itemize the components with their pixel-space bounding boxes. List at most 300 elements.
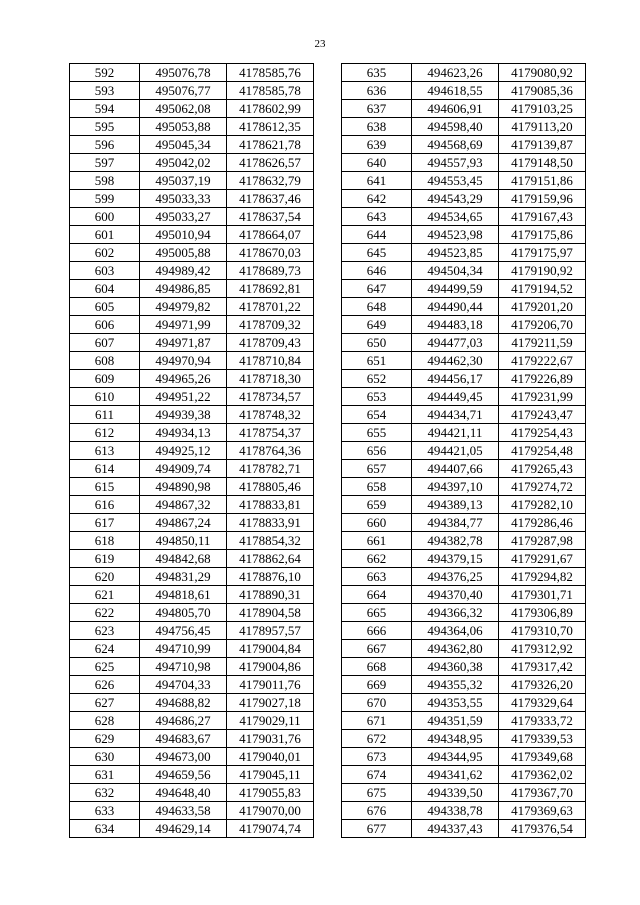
- table-row: [342, 352, 586, 370]
- y-coordinate-cell: 4179175,97: [499, 244, 586, 262]
- x-coordinate-cell: 494337,43: [412, 820, 499, 838]
- point-number-cell: 664: [342, 586, 412, 604]
- x-coordinate-cell: 494490,44: [412, 298, 499, 316]
- y-coordinate-cell: 4179027,18: [227, 694, 314, 712]
- y-coordinate-cell: 4178701,22: [227, 298, 314, 316]
- point-number-cell: 629: [70, 730, 140, 748]
- y-coordinate-cell: 4178862,64: [227, 550, 314, 568]
- x-coordinate-cell: 495053,88: [140, 118, 227, 136]
- y-coordinate-cell: 4178833,81: [227, 496, 314, 514]
- x-coordinate-cell: 494618,55: [412, 82, 499, 100]
- point-number-cell: 612: [70, 424, 140, 442]
- table-row: [342, 406, 586, 424]
- table-row: [70, 100, 314, 118]
- y-coordinate-cell: 4178709,32: [227, 316, 314, 334]
- x-coordinate-cell: 494477,03: [412, 334, 499, 352]
- y-coordinate-cell: 4178585,76: [227, 64, 314, 82]
- point-number-cell: 652: [342, 370, 412, 388]
- y-coordinate-cell: 4178692,81: [227, 280, 314, 298]
- table-row: [70, 460, 314, 478]
- x-coordinate-cell: 494818,61: [140, 586, 227, 604]
- x-coordinate-cell: 494909,74: [140, 460, 227, 478]
- x-coordinate-cell: 495010,94: [140, 226, 227, 244]
- y-coordinate-cell: 4179113,20: [499, 118, 586, 136]
- y-coordinate-cell: 4178626,57: [227, 154, 314, 172]
- y-coordinate-cell: 4178957,57: [227, 622, 314, 640]
- table-row: [70, 622, 314, 640]
- point-number-cell: 618: [70, 532, 140, 550]
- y-coordinate-cell: 4179274,72: [499, 478, 586, 496]
- y-coordinate-cell: 4178748,32: [227, 406, 314, 424]
- table-row: [342, 370, 586, 388]
- x-coordinate-cell: 494568,69: [412, 136, 499, 154]
- x-coordinate-cell: 494434,71: [412, 406, 499, 424]
- table-row: [342, 586, 586, 604]
- y-coordinate-cell: 4178612,35: [227, 118, 314, 136]
- x-coordinate-cell: 494842,68: [140, 550, 227, 568]
- table-row: [70, 118, 314, 136]
- y-coordinate-cell: 4179074,74: [227, 820, 314, 838]
- y-coordinate-cell: 4179349,68: [499, 748, 586, 766]
- y-coordinate-cell: 4179031,76: [227, 730, 314, 748]
- point-number-cell: 599: [70, 190, 140, 208]
- x-coordinate-cell: 494606,91: [412, 100, 499, 118]
- table-row: [70, 388, 314, 406]
- y-coordinate-cell: 4178833,91: [227, 514, 314, 532]
- table-row: [70, 730, 314, 748]
- table-row: [70, 568, 314, 586]
- point-number-cell: 659: [342, 496, 412, 514]
- table-row: [70, 82, 314, 100]
- x-coordinate-cell: 494421,11: [412, 424, 499, 442]
- y-coordinate-cell: 4178602,99: [227, 100, 314, 118]
- table-row: [342, 154, 586, 172]
- point-number-cell: 661: [342, 532, 412, 550]
- table-row: [70, 64, 314, 82]
- y-coordinate-cell: 4179291,67: [499, 550, 586, 568]
- y-coordinate-cell: 4179011,76: [227, 676, 314, 694]
- table-row: [70, 784, 314, 802]
- x-coordinate-cell: 494633,58: [140, 802, 227, 820]
- table-row: [70, 424, 314, 442]
- table-row: [342, 316, 586, 334]
- point-number-cell: 658: [342, 478, 412, 496]
- point-number-cell: 636: [342, 82, 412, 100]
- table-row: [342, 442, 586, 460]
- table-row: [342, 172, 586, 190]
- point-number-cell: 637: [342, 100, 412, 118]
- point-number-cell: 620: [70, 568, 140, 586]
- table-row: [70, 280, 314, 298]
- y-coordinate-cell: 4179045,11: [227, 766, 314, 784]
- table-row: [70, 550, 314, 568]
- y-coordinate-cell: 4179310,70: [499, 622, 586, 640]
- y-coordinate-cell: 4179159,96: [499, 190, 586, 208]
- y-coordinate-cell: 4179080,92: [499, 64, 586, 82]
- point-number-cell: 593: [70, 82, 140, 100]
- y-coordinate-cell: 4179265,43: [499, 460, 586, 478]
- table-row: [342, 568, 586, 586]
- point-number-cell: 662: [342, 550, 412, 568]
- x-coordinate-cell: 494939,38: [140, 406, 227, 424]
- y-coordinate-cell: 4178805,46: [227, 478, 314, 496]
- y-coordinate-cell: 4178876,10: [227, 568, 314, 586]
- y-coordinate-cell: 4179139,87: [499, 136, 586, 154]
- x-coordinate-cell: 494407,66: [412, 460, 499, 478]
- point-number-cell: 623: [70, 622, 140, 640]
- point-number-cell: 607: [70, 334, 140, 352]
- x-coordinate-cell: 494756,45: [140, 622, 227, 640]
- x-coordinate-cell: 494629,14: [140, 820, 227, 838]
- x-coordinate-cell: 494456,17: [412, 370, 499, 388]
- x-coordinate-cell: 494704,33: [140, 676, 227, 694]
- point-number-cell: 624: [70, 640, 140, 658]
- point-number-cell: 632: [70, 784, 140, 802]
- point-number-cell: 613: [70, 442, 140, 460]
- table-row: [70, 442, 314, 460]
- x-coordinate-cell: 494979,82: [140, 298, 227, 316]
- x-coordinate-cell: 495033,33: [140, 190, 227, 208]
- y-coordinate-cell: 4179231,99: [499, 388, 586, 406]
- y-coordinate-cell: 4178734,57: [227, 388, 314, 406]
- point-number-cell: 674: [342, 766, 412, 784]
- x-coordinate-cell: 495005,88: [140, 244, 227, 262]
- table-row: [70, 244, 314, 262]
- table-row: [342, 514, 586, 532]
- y-coordinate-cell: 4179243,47: [499, 406, 586, 424]
- x-coordinate-cell: 495076,77: [140, 82, 227, 100]
- x-coordinate-cell: 494867,32: [140, 496, 227, 514]
- x-coordinate-cell: 494483,18: [412, 316, 499, 334]
- table-row: [70, 190, 314, 208]
- y-coordinate-cell: 4179201,20: [499, 298, 586, 316]
- x-coordinate-cell: 494965,26: [140, 370, 227, 388]
- y-coordinate-cell: 4179004,84: [227, 640, 314, 658]
- table-row: [70, 154, 314, 172]
- table-row: [70, 334, 314, 352]
- point-number-cell: 670: [342, 694, 412, 712]
- point-number-cell: 646: [342, 262, 412, 280]
- table-row: [342, 298, 586, 316]
- point-number-cell: 676: [342, 802, 412, 820]
- point-number-cell: 657: [342, 460, 412, 478]
- point-number-cell: 625: [70, 658, 140, 676]
- point-number-cell: 653: [342, 388, 412, 406]
- point-number-cell: 602: [70, 244, 140, 262]
- table-row: [342, 550, 586, 568]
- x-coordinate-cell: 494805,70: [140, 604, 227, 622]
- table-row: [70, 514, 314, 532]
- x-coordinate-cell: 494355,32: [412, 676, 499, 694]
- table-row: [342, 604, 586, 622]
- x-coordinate-cell: 495033,27: [140, 208, 227, 226]
- point-number-cell: 601: [70, 226, 140, 244]
- table-row: [342, 820, 586, 838]
- x-coordinate-cell: 494831,29: [140, 568, 227, 586]
- x-coordinate-cell: 494339,50: [412, 784, 499, 802]
- x-coordinate-cell: 494504,34: [412, 262, 499, 280]
- x-coordinate-cell: 494710,98: [140, 658, 227, 676]
- x-coordinate-cell: 494659,56: [140, 766, 227, 784]
- y-coordinate-cell: 4179294,82: [499, 568, 586, 586]
- y-coordinate-cell: 4179306,89: [499, 604, 586, 622]
- x-coordinate-cell: 494534,65: [412, 208, 499, 226]
- x-coordinate-cell: 494421,05: [412, 442, 499, 460]
- point-number-cell: 615: [70, 478, 140, 496]
- x-coordinate-cell: 494598,40: [412, 118, 499, 136]
- y-coordinate-cell: 4179329,64: [499, 694, 586, 712]
- x-coordinate-cell: 494353,55: [412, 694, 499, 712]
- table-body: [70, 64, 314, 838]
- point-number-cell: 654: [342, 406, 412, 424]
- point-number-cell: 630: [70, 748, 140, 766]
- point-number-cell: 640: [342, 154, 412, 172]
- y-coordinate-cell: 4179206,70: [499, 316, 586, 334]
- table-row: [70, 208, 314, 226]
- table-row: [342, 694, 586, 712]
- y-coordinate-cell: 4178709,43: [227, 334, 314, 352]
- point-number-cell: 616: [70, 496, 140, 514]
- point-number-cell: 621: [70, 586, 140, 604]
- x-coordinate-cell: 494364,06: [412, 622, 499, 640]
- y-coordinate-cell: 4179287,98: [499, 532, 586, 550]
- y-coordinate-cell: 4179222,67: [499, 352, 586, 370]
- point-number-cell: 673: [342, 748, 412, 766]
- table-row: [70, 172, 314, 190]
- point-number-cell: 627: [70, 694, 140, 712]
- x-coordinate-cell: 494557,93: [412, 154, 499, 172]
- y-coordinate-cell: 4178664,07: [227, 226, 314, 244]
- y-coordinate-cell: 4179151,86: [499, 172, 586, 190]
- y-coordinate-cell: 4179004,86: [227, 658, 314, 676]
- table-row: [342, 496, 586, 514]
- table-row: [342, 784, 586, 802]
- x-coordinate-cell: 494543,29: [412, 190, 499, 208]
- point-number-cell: 631: [70, 766, 140, 784]
- table-row: [70, 136, 314, 154]
- table-row: [342, 280, 586, 298]
- x-coordinate-cell: 494553,45: [412, 172, 499, 190]
- point-number-cell: 655: [342, 424, 412, 442]
- x-coordinate-cell: 494971,99: [140, 316, 227, 334]
- x-coordinate-cell: 494951,22: [140, 388, 227, 406]
- point-number-cell: 600: [70, 208, 140, 226]
- table-row: [70, 406, 314, 424]
- x-coordinate-cell: 494362,80: [412, 640, 499, 658]
- x-coordinate-cell: 494989,42: [140, 262, 227, 280]
- y-coordinate-cell: 4179040,01: [227, 748, 314, 766]
- x-coordinate-cell: 494925,12: [140, 442, 227, 460]
- table-row: [70, 262, 314, 280]
- table-row: [70, 712, 314, 730]
- table-row: [70, 640, 314, 658]
- y-coordinate-cell: 4179148,50: [499, 154, 586, 172]
- point-number-cell: 622: [70, 604, 140, 622]
- table-row: [70, 532, 314, 550]
- x-coordinate-cell: 495062,08: [140, 100, 227, 118]
- table-row: [342, 802, 586, 820]
- x-coordinate-cell: 494523,98: [412, 226, 499, 244]
- x-coordinate-cell: 494971,87: [140, 334, 227, 352]
- y-coordinate-cell: 4179055,83: [227, 784, 314, 802]
- table-row: [342, 766, 586, 784]
- x-coordinate-cell: 494382,78: [412, 532, 499, 550]
- x-coordinate-cell: 494360,38: [412, 658, 499, 676]
- point-number-cell: 635: [342, 64, 412, 82]
- x-coordinate-cell: 494499,59: [412, 280, 499, 298]
- x-coordinate-cell: 494366,32: [412, 604, 499, 622]
- y-coordinate-cell: 4179376,54: [499, 820, 586, 838]
- y-coordinate-cell: 4179317,42: [499, 658, 586, 676]
- point-number-cell: 645: [342, 244, 412, 262]
- table-row: [342, 676, 586, 694]
- y-coordinate-cell: 4179367,70: [499, 784, 586, 802]
- y-coordinate-cell: 4179226,89: [499, 370, 586, 388]
- table-row: [70, 478, 314, 496]
- table-row: [70, 226, 314, 244]
- point-number-cell: 638: [342, 118, 412, 136]
- y-coordinate-cell: 4178854,32: [227, 532, 314, 550]
- y-coordinate-cell: 4178754,37: [227, 424, 314, 442]
- table-row: [70, 352, 314, 370]
- table-body: [342, 64, 586, 838]
- x-coordinate-cell: 494348,95: [412, 730, 499, 748]
- table-row: [342, 64, 586, 82]
- page-number: 23: [314, 38, 326, 50]
- table-row: [342, 226, 586, 244]
- point-number-cell: 672: [342, 730, 412, 748]
- table-row: [342, 82, 586, 100]
- table-row: [342, 622, 586, 640]
- point-number-cell: 594: [70, 100, 140, 118]
- table-row: [70, 586, 314, 604]
- x-coordinate-cell: 494344,95: [412, 748, 499, 766]
- point-number-cell: 648: [342, 298, 412, 316]
- y-coordinate-cell: 4178718,30: [227, 370, 314, 388]
- table-row: [70, 748, 314, 766]
- table-row: [342, 208, 586, 226]
- x-coordinate-cell: 494683,67: [140, 730, 227, 748]
- point-number-cell: 643: [342, 208, 412, 226]
- x-coordinate-cell: 495045,34: [140, 136, 227, 154]
- x-coordinate-cell: 494397,10: [412, 478, 499, 496]
- point-number-cell: 596: [70, 136, 140, 154]
- x-coordinate-cell: 494710,99: [140, 640, 227, 658]
- point-number-cell: 642: [342, 190, 412, 208]
- table-row: [70, 658, 314, 676]
- x-coordinate-cell: 494673,00: [140, 748, 227, 766]
- y-coordinate-cell: 4178632,79: [227, 172, 314, 190]
- table-row: [342, 118, 586, 136]
- point-number-cell: 650: [342, 334, 412, 352]
- point-number-cell: 611: [70, 406, 140, 424]
- table-row: [342, 748, 586, 766]
- point-number-cell: 598: [70, 172, 140, 190]
- x-coordinate-cell: 495042,02: [140, 154, 227, 172]
- point-number-cell: 651: [342, 352, 412, 370]
- point-number-cell: 614: [70, 460, 140, 478]
- y-coordinate-cell: 4179029,11: [227, 712, 314, 730]
- x-coordinate-cell: 494867,24: [140, 514, 227, 532]
- x-coordinate-cell: 494523,85: [412, 244, 499, 262]
- table-row: [342, 100, 586, 118]
- x-coordinate-cell: 494890,98: [140, 478, 227, 496]
- x-coordinate-cell: 494341,62: [412, 766, 499, 784]
- point-number-cell: 656: [342, 442, 412, 460]
- point-number-cell: 619: [70, 550, 140, 568]
- table-row: [342, 478, 586, 496]
- point-number-cell: 595: [70, 118, 140, 136]
- table-row: [70, 604, 314, 622]
- y-coordinate-cell: 4179286,46: [499, 514, 586, 532]
- x-coordinate-cell: 494338,78: [412, 802, 499, 820]
- y-coordinate-cell: 4179254,43: [499, 424, 586, 442]
- x-coordinate-cell: 494462,30: [412, 352, 499, 370]
- table-row: [342, 388, 586, 406]
- table-row: [70, 316, 314, 334]
- table-row: [70, 694, 314, 712]
- table-row: [342, 658, 586, 676]
- point-number-cell: 609: [70, 370, 140, 388]
- point-number-cell: 644: [342, 226, 412, 244]
- table-row: [70, 820, 314, 838]
- point-number-cell: 603: [70, 262, 140, 280]
- point-number-cell: 606: [70, 316, 140, 334]
- point-number-cell: 634: [70, 820, 140, 838]
- point-number-cell: 665: [342, 604, 412, 622]
- table-row: [70, 298, 314, 316]
- coordinates-table-right: [341, 63, 586, 838]
- coordinates-table-left: [69, 63, 314, 838]
- table-row: [342, 334, 586, 352]
- point-number-cell: 675: [342, 784, 412, 802]
- x-coordinate-cell: 494379,15: [412, 550, 499, 568]
- y-coordinate-cell: 4179282,10: [499, 496, 586, 514]
- table-row: [70, 766, 314, 784]
- y-coordinate-cell: 4178710,84: [227, 352, 314, 370]
- point-number-cell: 633: [70, 802, 140, 820]
- point-number-cell: 608: [70, 352, 140, 370]
- x-coordinate-cell: 494449,45: [412, 388, 499, 406]
- x-coordinate-cell: 494850,11: [140, 532, 227, 550]
- y-coordinate-cell: 4178890,31: [227, 586, 314, 604]
- y-coordinate-cell: 4179326,20: [499, 676, 586, 694]
- x-coordinate-cell: 494623,26: [412, 64, 499, 82]
- y-coordinate-cell: 4178585,78: [227, 82, 314, 100]
- y-coordinate-cell: 4179339,53: [499, 730, 586, 748]
- y-coordinate-cell: 4179333,72: [499, 712, 586, 730]
- y-coordinate-cell: 4179167,43: [499, 208, 586, 226]
- point-number-cell: 671: [342, 712, 412, 730]
- point-number-cell: 617: [70, 514, 140, 532]
- y-coordinate-cell: 4179301,71: [499, 586, 586, 604]
- table-row: [342, 136, 586, 154]
- y-coordinate-cell: 4178764,36: [227, 442, 314, 460]
- point-number-cell: 663: [342, 568, 412, 586]
- y-coordinate-cell: 4179103,25: [499, 100, 586, 118]
- y-coordinate-cell: 4178637,54: [227, 208, 314, 226]
- point-number-cell: 669: [342, 676, 412, 694]
- x-coordinate-cell: 494351,59: [412, 712, 499, 730]
- point-number-cell: 628: [70, 712, 140, 730]
- point-number-cell: 641: [342, 172, 412, 190]
- point-number-cell: 660: [342, 514, 412, 532]
- y-coordinate-cell: 4179070,00: [227, 802, 314, 820]
- y-coordinate-cell: 4178689,73: [227, 262, 314, 280]
- table-row: [70, 370, 314, 388]
- x-coordinate-cell: 494688,82: [140, 694, 227, 712]
- point-number-cell: 647: [342, 280, 412, 298]
